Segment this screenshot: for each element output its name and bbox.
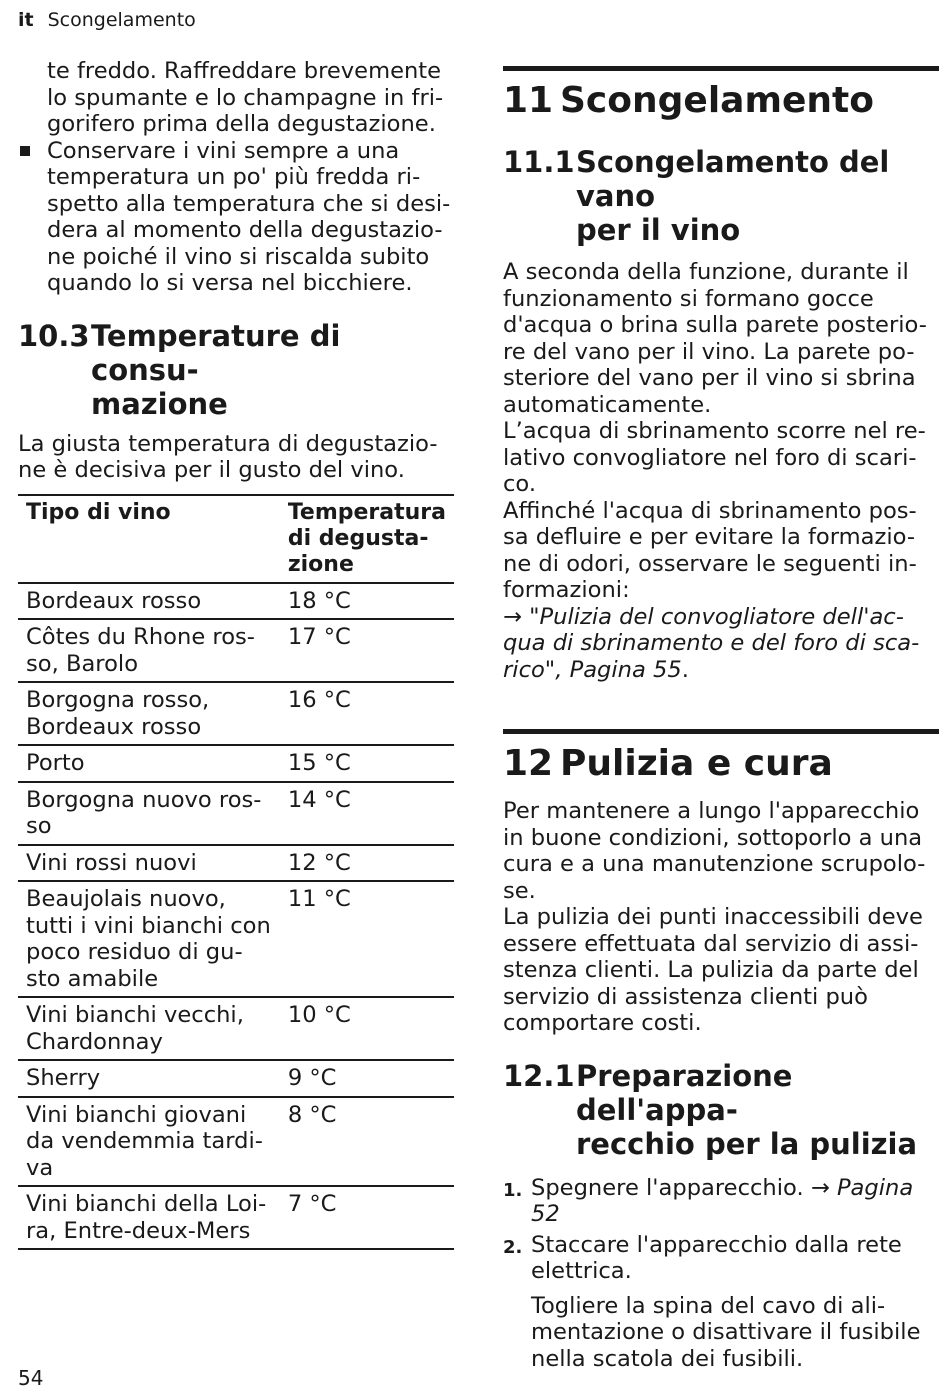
language-code: it — [18, 9, 34, 31]
left-column — [18, 58, 454, 1250]
section-heading-11-1: 11.1 Scongelamento del vano per il vino — [503, 145, 890, 247]
temperature-cell: 16 °C — [287, 687, 351, 713]
list-item: 2. Staccare l'apparecchio dalla rete elettrica. — [503, 1231, 902, 1284]
table-row — [18, 682, 454, 745]
wine-temperature-table — [18, 494, 454, 1251]
step-2-note: Togliere la spina del cavo di ali- mentazione o disattivare il fusibile nella scatola dei fusibili. — [531, 1292, 921, 1372]
temperature-cell: 12 °C — [287, 849, 351, 876]
arrow-right-icon: → — [810, 1174, 830, 1201]
table-row — [18, 845, 454, 882]
wine-cell: Vini rossi nuovi — [26, 849, 197, 876]
list-item: 1. Spegnere l'apparecchio. → Pagina 52 — [503, 1174, 914, 1227]
section-heading-10-3: 10.3 Temperature di consu- mazione — [18, 318, 341, 421]
table-row — [18, 1097, 454, 1187]
cleaning-steps-list — [503, 1175, 939, 1285]
wine-cell: Borgogna nuovo ros- so — [26, 786, 262, 839]
temperature-cell: 17 °C — [287, 624, 351, 650]
temperature-cell: 18 °C — [287, 587, 351, 614]
defrost-paragraph-2: L’acqua di sbrinamento scorre nel re- lativo convogliatore nel foro di scari- co. — [503, 418, 926, 497]
temperature-cell: 15 °C — [287, 750, 351, 776]
column-header-temperature: Temperatura di degusta- zione — [287, 499, 446, 577]
wine-cell: Côtes du Rhone ros- so, Barolo — [26, 624, 255, 677]
table-row — [18, 583, 454, 620]
table-row — [18, 1060, 454, 1097]
wine-cell: Bordeaux rosso — [26, 587, 202, 614]
table-row — [18, 782, 454, 845]
temperature-cell: 8 °C — [287, 1101, 337, 1128]
chapter-heading-11: 11 Scongelamento — [503, 66, 939, 123]
wine-cell: Sherry — [26, 1065, 101, 1091]
defrost-paragraph-3: Affinché l'acqua di sbrinamento pos- sa defluire e per evitare la formazio- ne di odori, osservare le seguenti in- formazioni: — [503, 497, 917, 603]
temperature-cell: 11 °C — [287, 886, 351, 912]
page-reference-link[interactable]: Pagina — [836, 1174, 914, 1201]
wine-cell: Porto — [26, 750, 85, 776]
intro-paragraph: te freddo. Raffreddare brevemente lo spumante e lo champagne in fri- gorifero prima della degustazione. — [47, 58, 444, 137]
right-column — [503, 66, 939, 1372]
chapter-heading-12: 12 Pulizia e cura — [503, 729, 939, 786]
bullet-item: Conservare i vini sempre a una temperatura un po' più fredda ri- spetto alla temperatura che si desi- dera al momento della degustazio- ne poiché il vino si riscalda subito quando lo si versa nel bicchiere. — [18, 138, 454, 297]
page-number: 54 — [18, 1366, 44, 1390]
defrost-paragraph-1: A seconda della funzione, durante il funzionamento si formano gocce d'acqua o brina sulla parete posterio- re del vano per il vino. La parete po- steriore del vano per il vino si sbrina automaticamente. — [503, 259, 927, 418]
section-heading-12-1: 12.1 Preparazione dell'appa- recchio per la pulizia — [503, 1058, 918, 1161]
temperature-cell: 7 °C — [287, 1191, 337, 1217]
wine-cell: Beaujolais nuovo, tutti i vini bianchi con poco residuo di gu- sto amabile — [26, 886, 271, 992]
temperature-cell: 9 °C — [287, 1065, 337, 1091]
table-row — [18, 997, 454, 1060]
care-paragraph-1: Per mantenere a lungo l'apparecchio in buone condizioni, sottoporlo a una cura e a una manutenzione scrupolo- se. — [503, 798, 926, 904]
cross-reference-link[interactable]: → "Pulizia del convogliatore dell'ac- qua di sbrinamento e del foro di sca- rico", Pagina 55. — [503, 603, 920, 683]
temperature-cell: 10 °C — [287, 1002, 351, 1028]
arrow-right-icon: → — [503, 603, 522, 630]
care-paragraph-2: La pulizia dei punti inaccessibili deve essere effettuata dal servizio di assi- stenza clienti. La pulizia da parte del servizio di assistenza clienti può comportare costi. — [503, 904, 923, 1036]
column-header-wine-type: Tipo di vino — [26, 499, 171, 525]
wine-cell: Borgogna rosso, Bordeaux rosso — [26, 687, 210, 740]
table-row — [18, 881, 454, 997]
wine-cell: Vini bianchi giovani da vendemmia tardi- va — [26, 1101, 263, 1181]
wine-cell: Vini bianchi della Loi- ra, Entre-deux-Mers — [26, 1191, 267, 1244]
page-header — [18, 9, 196, 31]
wine-cell: Vini bianchi vecchi, Chardonnay — [26, 1002, 244, 1055]
bullet-square-icon — [20, 146, 30, 156]
section-10-3-text: La giusta temperatura di degustazio- ne è decisiva per il gusto del vino. — [18, 430, 438, 483]
table-row — [18, 745, 454, 782]
page-reference-link[interactable]: 52 — [531, 1201, 560, 1227]
table-header-row — [18, 495, 454, 583]
table-row — [18, 619, 454, 682]
table-row — [18, 1186, 454, 1249]
header-section: Scongelamento — [47, 9, 196, 31]
temperature-cell: 14 °C — [287, 786, 351, 813]
